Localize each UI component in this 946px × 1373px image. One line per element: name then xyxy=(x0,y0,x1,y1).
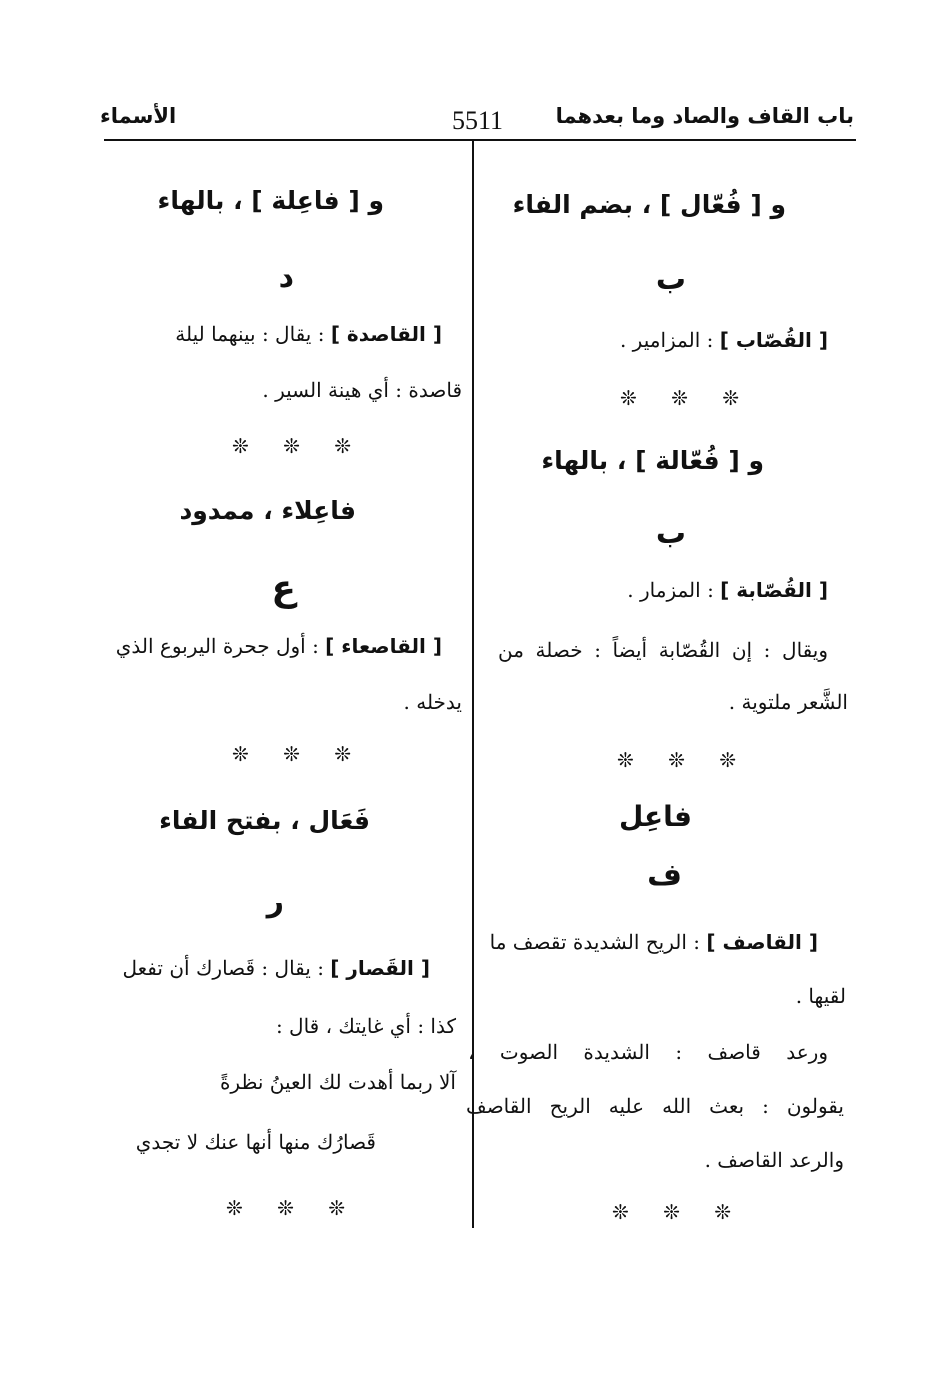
poetry-verse: قَصارُك منها أنها عنك لا تجدي xyxy=(135,1130,376,1154)
root-letter: ب xyxy=(655,516,686,551)
section-separator: ❊ ❊ ❊ xyxy=(232,742,365,766)
section-separator: ❊ ❊ ❊ xyxy=(232,434,365,458)
root-letter: ع xyxy=(271,568,296,609)
definition-line: يدخله . xyxy=(403,690,462,714)
root-letter: ف xyxy=(647,858,682,893)
root-letter: ر xyxy=(266,884,284,919)
section-separator: ❊ ❊ ❊ xyxy=(226,1196,359,1220)
section-separator: ❊ ❊ ❊ xyxy=(617,748,750,772)
definition-line: والرعد القاصف . xyxy=(704,1148,844,1172)
chapter-title: باب القاف والصاد وما بعدهما xyxy=(555,104,854,128)
definition: : الريح الشديدة تقصف ما xyxy=(489,930,701,954)
entry-heading: و [ فاعِلة ] ، بالهاء xyxy=(157,186,384,215)
definition-line: قاصدة : أي هينة السير . xyxy=(262,378,462,402)
headword: [ القَصار ] xyxy=(330,956,430,980)
entry-heading: و [ فُعّالة ] ، بالهاء xyxy=(541,446,764,475)
entry-heading: فاعِلاء ، ممدود xyxy=(179,496,356,525)
definition: : أول جحرة اليربوع الذي xyxy=(115,634,319,658)
definition-line: كذا : أي غايتك ، قال : xyxy=(275,1014,456,1038)
definition-line: يقولون : بعث الله عليه الريح القاصف xyxy=(466,1094,844,1118)
definition: : المزمار . xyxy=(627,578,714,602)
definition-line: ويقال : إن القُصّابة أيضاً : خصلة من xyxy=(498,638,828,662)
section-separator: ❊ ❊ ❊ xyxy=(612,1200,745,1224)
headword: [ القاصف ] xyxy=(706,930,818,954)
page-number: 5511 xyxy=(452,106,504,135)
dictionary-entry xyxy=(92,634,442,658)
definition: : يقال : بينهما ليلة xyxy=(175,322,325,346)
dictionary-entry xyxy=(620,328,828,352)
dictionary-entry xyxy=(90,956,430,980)
headword: [ القاصدة ] xyxy=(330,322,442,346)
entry-heading: فَعَال ، بفتح الفاء xyxy=(159,806,370,835)
section-separator: ❊ ❊ ❊ xyxy=(620,386,753,410)
entry-heading: فاعِل xyxy=(619,800,692,833)
root-letter: ب xyxy=(655,262,686,297)
headword: [ القُصّابة ] xyxy=(720,578,828,602)
section-title: الأسماء xyxy=(100,104,177,128)
poetry-verse: آلا ربما أهدت لك العينُ نظرةً xyxy=(219,1070,456,1094)
root-letter: د xyxy=(278,260,294,295)
definition-line: الشَّعر ملتوية . xyxy=(728,690,848,714)
dictionary-entry xyxy=(102,322,442,346)
definition-line: ورعد قاصف : الشديدة الصوت ، xyxy=(468,1040,828,1064)
definition: : المزامير . xyxy=(619,328,714,352)
column-divider xyxy=(472,141,474,1228)
dictionary-entry xyxy=(627,578,828,602)
dictionary-entry xyxy=(472,930,818,954)
headword: [ القُصّاب ] xyxy=(719,328,828,352)
definition: : يقال : قَصارك أن تفعل xyxy=(122,956,324,980)
headword: [ القاصعاء ] xyxy=(325,634,442,658)
definition-line: لقيها . xyxy=(795,984,846,1008)
header-rule xyxy=(104,139,856,141)
entry-heading: و [ فُعّال ] ، بضم الفاء xyxy=(512,190,786,219)
